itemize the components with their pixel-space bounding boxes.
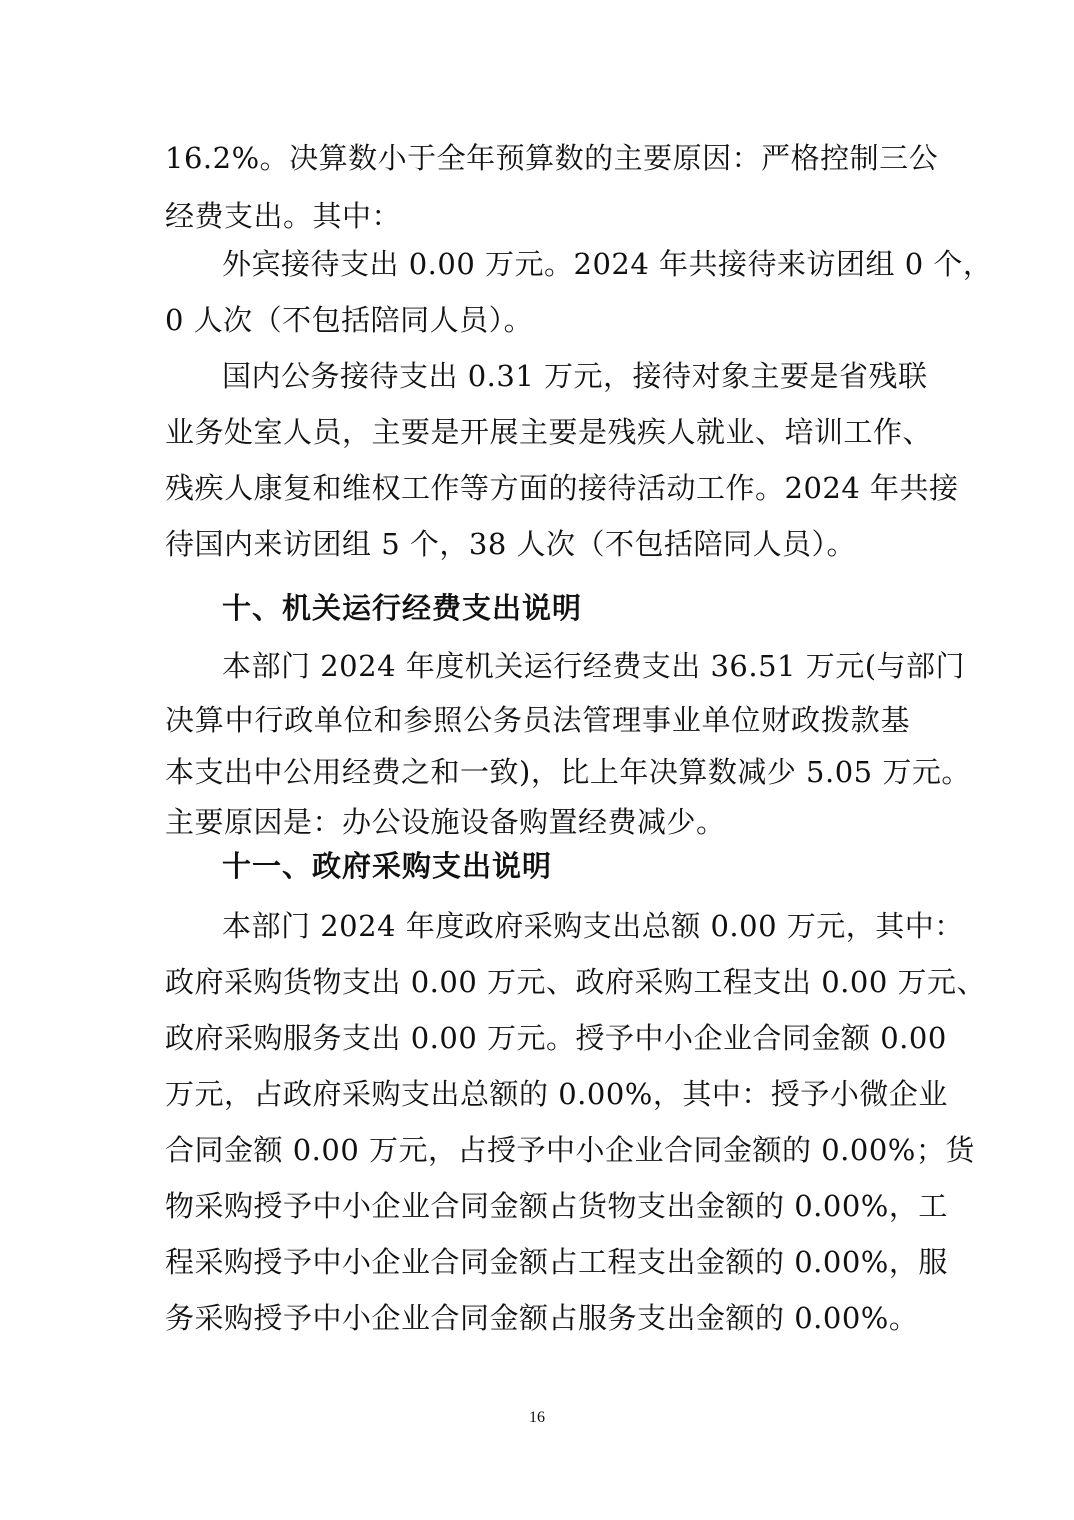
text-line: 主要原因是：办公设施设备购置经费减少。 [165, 805, 726, 839]
section-heading: 十、机关运行经费支出说明 [222, 591, 583, 625]
text-line: 政府采购货物支出 0.00 万元、政府采购工程支出 0.00 万元、 [165, 965, 987, 999]
text-line: 16.2%。决算数小于全年预算数的主要原因：严格控制三公 [165, 141, 939, 175]
text-line: 残疾人康复和维权工作等方面的接待活动工作。2024 年共接 [165, 471, 959, 505]
text-line: 务采购授予中小企业合同金额占服务支出金额的 0.00%。 [165, 1301, 919, 1335]
page-number: 16 [529, 1409, 545, 1426]
text-line: 程采购授予中小企业合同金额占工程支出金额的 0.00%，服 [165, 1245, 948, 1279]
text-line: 政府采购服务支出 0.00 万元。授予中小企业合同金额 0.00 [165, 1021, 947, 1055]
text-line: 本支出中公用经费之和一致)，比上年决算数减少 5.05 万元。 [165, 755, 971, 789]
text-line: 待国内来访团组 5 个，38 人次（不包括陪同人员）。 [165, 527, 857, 561]
text-line: 国内公务接待支出 0.31 万元，接待对象主要是省残联 [222, 359, 928, 393]
text-line: 物采购授予中小企业合同金额占货物支出金额的 0.00%，工 [165, 1189, 948, 1223]
text-line: 外宾接待支出 0.00 万元。2024 年共接待来访团组 0 个， [222, 247, 993, 281]
text-line: 业务处室人员，主要是开展主要是残疾人就业、培训工作、 [165, 415, 933, 449]
text-line: 0 人次（不包括陪同人员）。 [165, 303, 534, 337]
text-line: 本部门 2024 年度政府采购支出总额 0.00 万元，其中： [222, 909, 964, 943]
section-heading: 十一、政府采购支出说明 [222, 849, 553, 883]
text-line: 本部门 2024 年度机关运行经费支出 36.51 万元(与部门 [222, 649, 966, 683]
text-line: 决算中行政单位和参照公务员法管理事业单位财政拨款基 [165, 703, 910, 737]
text-line: 万元，占政府采购支出总额的 0.00%，其中：授予小微企业 [165, 1077, 948, 1111]
text-line: 合同金额 0.00 万元，占授予中小企业合同金额的 0.00%；货 [165, 1133, 975, 1167]
text-line: 经费支出。其中： [165, 199, 402, 233]
